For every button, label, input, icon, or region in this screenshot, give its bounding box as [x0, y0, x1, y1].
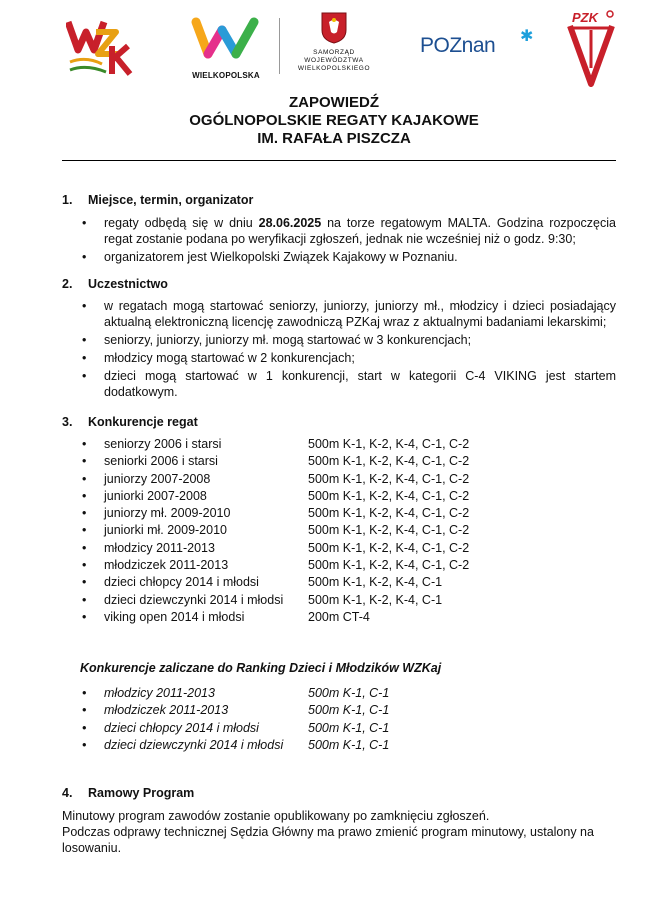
events-label: 500m K-1, K-2, K-4, C-1 — [308, 575, 443, 590]
events-label: 500m K-1, C-1 — [308, 737, 390, 752]
competition-row — [82, 720, 389, 737]
pzk-logo — [566, 8, 616, 88]
section-title: Konkurencje regat — [88, 415, 198, 429]
logo-bar — [0, 0, 668, 90]
category-label: seniorzy 2006 i starsi — [104, 437, 222, 451]
title-divider — [62, 160, 616, 161]
wzk-logo — [66, 10, 134, 78]
competition-row — [82, 702, 389, 719]
competition-row — [82, 488, 469, 505]
coat-of-arms-icon — [321, 12, 347, 44]
pzk-text: PZK — [572, 10, 598, 25]
competition-row — [82, 540, 469, 557]
category-label: juniorki 2007-2008 — [104, 488, 207, 503]
section-1-list — [82, 215, 616, 267]
events-label: 500m K-1, K-2, K-4, C-1, C-2 — [308, 506, 470, 521]
event-date: 28.06.2025 — [258, 216, 322, 230]
category-label: juniorki mł. 2009-2010 — [104, 523, 227, 538]
category-label: dzieci chłopcy 2014 i młodsi — [104, 720, 259, 735]
program-paragraph-2: Podczas odprawy technicznej Sędzia Główny ma prawo zmienić program minutowy, ustalony na losowaniu. — [62, 825, 594, 855]
document-title — [0, 94, 668, 148]
section-title: Miejsce, termin, organizator — [88, 193, 254, 207]
section-title: Ramowy Program — [88, 786, 195, 800]
competition-row — [82, 453, 469, 470]
events-label: 500m K-1, C-1 — [308, 720, 390, 735]
category-label: młodzicy 2011-2013 — [104, 540, 215, 555]
section-4-heading — [62, 786, 194, 800]
title-line-1: ZAPOWIEDŹ — [289, 94, 379, 111]
section-2-list — [82, 298, 616, 402]
list-item: • organizatorem jest Wielkopolski Związek Kajakowy w Poznaniu. — [82, 249, 616, 265]
events-label: 500m K-1, K-2, K-4, C-1, C-2 — [308, 454, 470, 469]
category-label: juniorzy mł. 2009-2010 — [104, 506, 231, 521]
samorzad-text-1: SAMORZĄD — [313, 49, 355, 56]
section-number: 3. — [62, 415, 73, 429]
section-2-heading — [62, 277, 168, 291]
events-label: 500m K-1, K-2, K-4, C-1, C-2 — [308, 558, 470, 573]
category-label: seniorki 2006 i starsi — [104, 454, 218, 469]
events-label: 500m K-1, C-1 — [308, 686, 390, 700]
poznan-star-icon: ✱ — [520, 28, 534, 45]
category-label: dzieci dziewczynki 2014 i młodsi — [104, 737, 284, 752]
wielkopolska-w-icon — [188, 14, 264, 64]
events-label: 500m K-1, C-1 — [308, 703, 390, 718]
section-number: 2. — [62, 277, 73, 291]
category-label: dzieci dziewczynki 2014 i młodsi — [104, 592, 284, 607]
wielkopolska-logo — [188, 14, 264, 78]
competition-row — [82, 505, 469, 522]
events-label: 500m K-1, K-2, K-4, C-1, C-2 — [308, 523, 470, 538]
samorzad-text-3: WIELKOPOLSKIEGO — [297, 65, 371, 72]
title-line-3: IM. RAFAŁA PISZCZA — [257, 130, 411, 147]
samorzad-logo — [292, 12, 376, 82]
poznan-logo — [420, 28, 540, 64]
list-item: • młodzicy mogą startować w 2 konkurencjach; — [82, 350, 616, 366]
section-1-heading — [62, 193, 253, 207]
events-label: 200m CT-4 — [308, 609, 370, 624]
list-item: • w regatach mogą startować seniorzy, juniorzy, juniorzy mł., młodzicy i dzieci posiadający aktualną elektroniczną licencję zawodniczą PZKaj wraz z aktualnymi badaniami lekarskimi; — [82, 298, 616, 330]
section-number: 1. — [62, 193, 73, 207]
category-label: viking open 2014 i młodsi — [104, 609, 245, 624]
section-3-heading — [62, 415, 198, 429]
category-label: młodzicy 2011-2013 — [104, 686, 215, 700]
list-item: • dzieci mogą startować w 1 konkurencji, start w kategorii C-4 VIKING jest startem dodatkowym. — [82, 368, 616, 400]
list-item: • regaty odbędą się w dniu 28.06.2025 na torze regatowym MALTA. Godzina rozpoczęcia regat zostanie podana po weryfikacji zgłoszeń, jednak nie wcześniej niż o godz. 9:30; — [82, 215, 616, 247]
events-label: 500m K-1, K-2, K-4, C-1 — [308, 592, 443, 607]
competition-row — [82, 609, 469, 626]
events-label: 500m K-1, K-2, K-4, C-1, C-2 — [308, 437, 470, 451]
samorzad-text-2: WOJEWÓDZTWA — [304, 57, 364, 64]
logo-divider — [279, 18, 280, 74]
poznan-text: POZnan — [420, 34, 496, 57]
section-title: Uczestnictwo — [88, 277, 168, 291]
category-label: młodziczek 2011-2013 — [104, 703, 229, 718]
competition-row — [82, 592, 469, 609]
ranking-list — [82, 685, 389, 754]
title-line-2: OGÓLNOPOLSKIE REGATY KAJAKOWE — [189, 112, 479, 129]
competition-row — [82, 522, 469, 539]
competition-row — [82, 436, 469, 453]
wielkopolska-text: WIELKOPOLSKA — [192, 71, 260, 80]
list-item: • seniorzy, juniorzy, juniorzy mł. mogą startować w 3 konkurencjach; — [82, 332, 616, 348]
events-label: 500m K-1, K-2, K-4, C-1, C-2 — [308, 471, 470, 486]
competition-row — [82, 471, 469, 488]
events-label: 500m K-1, K-2, K-4, C-1, C-2 — [308, 488, 470, 503]
competition-row — [82, 685, 389, 702]
competitions-list — [82, 436, 469, 626]
competition-row — [82, 737, 389, 754]
wzk-logo-icon — [66, 10, 134, 78]
ranking-heading: Konkurencje zaliczane do Ranking Dzieci i Młodzików WZKaj — [80, 661, 442, 675]
events-label: 500m K-1, K-2, K-4, C-1, C-2 — [308, 540, 470, 555]
category-label: dzieci chłopcy 2014 i młodsi — [104, 575, 259, 590]
category-label: juniorzy 2007-2008 — [104, 471, 211, 486]
competition-row — [82, 574, 469, 591]
section-number: 4. — [62, 786, 73, 800]
competition-row — [82, 557, 469, 574]
category-label: młodziczek 2011-2013 — [104, 558, 229, 573]
program-paragraph-1: Minutowy program zawodów zostanie opublikowany po zamknięciu zgłoszeń. — [62, 809, 490, 823]
